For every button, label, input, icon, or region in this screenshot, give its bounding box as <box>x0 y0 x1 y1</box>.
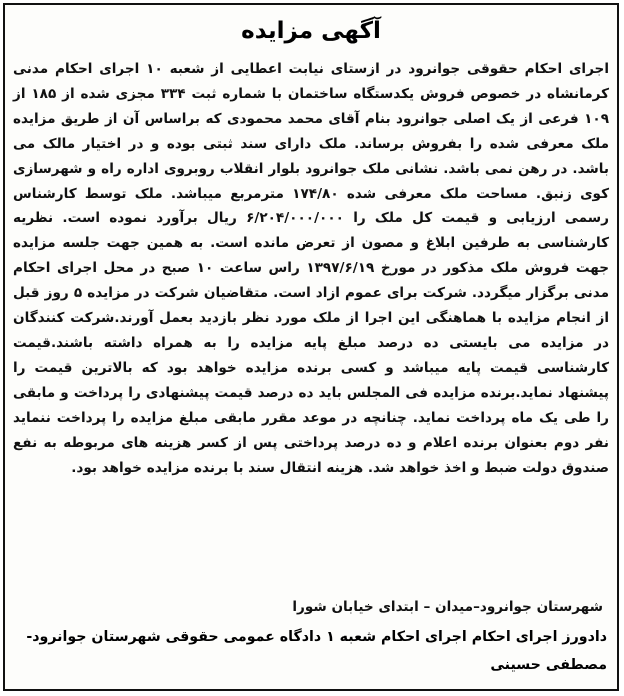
signature-title: دادورز اجرای احکام اجرای احکام شعبه ۱ دادگاه عمومی حقوقی شهرستان جوانرود- <box>26 629 607 645</box>
notice-paragraph: اجرای احکام حقوقی جوانرود در ازستای نیابت اعطایی از شعبه ۱۰ اجرای احکام مدنی کرمانشاه در خصوص فروش یکدستگاه ساختمان با شماره ثبت ۳۳۴ مجزی شده از ۱۸۵ از ۱۰۹ فرعی از یک اصلی جوانرود بنام آقای محمد محمودی که براساس آن از طریق مزایده ملک معرفی شده را بفروش برساند. ملک دارای سند ثبتی بوده و در اختیار مالک می باشد. در رهن نمی باشد. نشانی ملک جوانرود بلوار انقلاب روبروی اداره راه و شهرسازی کوی زنبق. مساحت ملک معرفی شده ۱۷۴/۸۰ مترمربع میباشد. ملک توسط کارشناس رسمی ارزیابی و قیمت کل ملک را ۶/۲۰۴/۰۰۰/۰۰۰ ریال برآورد نموده است. نظریه کارشناسی به طرفین ابلاغ و مصون از تعرض مانده است. به همین جهت جلسه مزایده جهت فروش ملک مذکور در مورخ ۱۳۹۷/۶/۱۹ راس ساعت ۱۰ صبح در محل اجرای احکام مدنی برگزار میگردد. شرکت برای عموم ازاد است. متقاضیان شرکت در مزایده ۵ روز قبل از انجام مزایده با هماهنگی این اجرا از ملک مورد نظر بازدید بعمل آورند.شرکت کنندگان در مزایده می بایستی ده درصد مبلغ پایه مزایده را به همراه داشته باشند.قیمت کارشناسی قیمت پایه میباشد و کسی برنده مزایده خواهد بود که بالاترین قیمت را پیشنهاد نماید.برنده مزایده فی المجلس باید ده درصد قیمت پیشنهادی را پرداخت و مابقی را طی یک ماه پرداخت نماید. چنانچه در موعد مقرر مابقی مبلغ مزایده را پرداخت ننماید نفر دوم بعنوان برنده اعلام و ده درصد پرداختی پس از کسر هزینه های مربوطه به نفع صندوق دولت ضبط و اخذ خواهد شد. هزینه انتقال سند با برنده مزایده خواهد بود. <box>13 61 609 476</box>
auction-notice <box>3 3 619 691</box>
notice-address: شهرستان جوانرود–میدان – ابتدای خیابان شورا <box>292 599 603 615</box>
notice-signature <box>25 623 607 679</box>
signature-name: مصطفی حسینی <box>490 657 607 673</box>
notice-title: آگهی مزایده <box>241 18 381 44</box>
notice-body <box>13 57 609 480</box>
